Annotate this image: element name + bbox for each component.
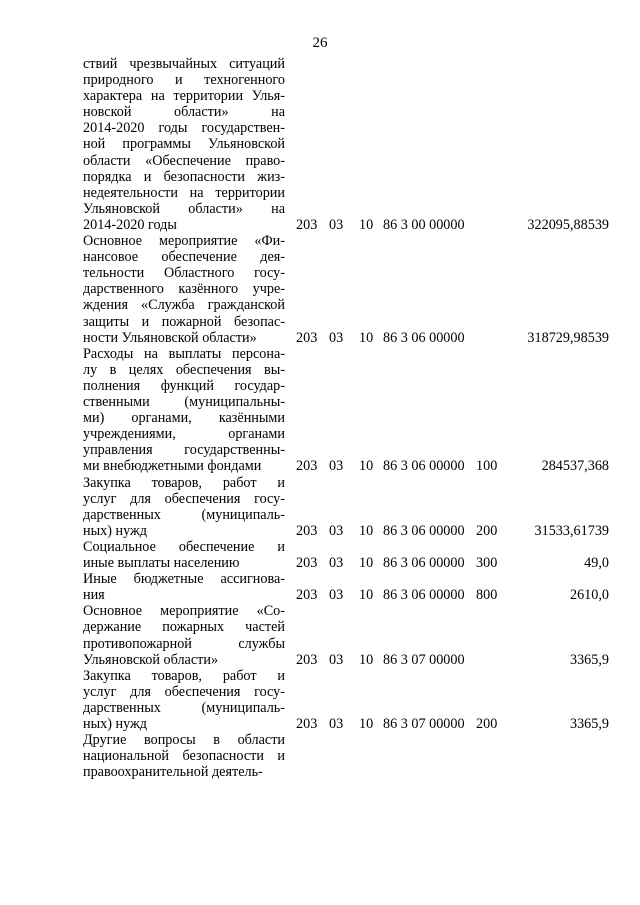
section-code: 03 <box>329 217 344 233</box>
description-line: Основное мероприятие «Фи- <box>83 233 285 250</box>
amount: 49,0 <box>584 555 609 572</box>
description-line: Ульяновской области» <box>83 651 219 668</box>
chapter-code: 203 <box>296 587 318 604</box>
amount: 3365,9 <box>569 651 609 668</box>
description-line: ности Ульяновской области» <box>83 329 257 346</box>
row-description <box>83 732 285 780</box>
expense-type-code: 100 <box>476 458 498 475</box>
target-article-code: 86 3 07 00000 <box>383 651 465 668</box>
description-line: области «Обеспечение право- <box>83 152 285 169</box>
expense-type-code: 300 <box>476 555 498 572</box>
target-article-code: 86 3 06 00000 <box>383 458 465 475</box>
subsection-code: 10 <box>359 716 374 733</box>
expense-type-code: 200 <box>476 522 498 539</box>
section-code: 03 <box>329 716 344 733</box>
description-line: порядка и безопасности жиз- <box>83 168 285 185</box>
subsection-code: 10 <box>359 651 374 668</box>
chapter-code: 203 <box>296 522 318 539</box>
amount: 322095,88539 <box>527 217 609 233</box>
target-article-code: 86 3 00 00000 <box>383 217 465 233</box>
description-line: нансовое обеспечение дея- <box>83 249 285 266</box>
row-description <box>83 56 285 233</box>
amount: 318729,98539 <box>527 329 609 346</box>
chapter-code: 203 <box>296 716 318 733</box>
description-line: тельности Областного госу- <box>83 265 285 282</box>
table-row <box>0 732 640 780</box>
table-row <box>0 571 640 603</box>
section-code: 03 <box>329 651 344 668</box>
expense-type-code: 200 <box>476 716 498 733</box>
description-line: ной программы Ульяновской <box>83 136 285 153</box>
description-line: ми внебюджетными фондами <box>83 458 262 475</box>
description-line: дарственного казённого учре- <box>83 281 285 298</box>
row-description <box>83 233 285 346</box>
description-line: 2014-2020 годы государствен- <box>83 120 285 137</box>
description-line: ми) органами, казёнными <box>83 410 285 427</box>
chapter-code: 203 <box>296 555 318 572</box>
description-line: ния <box>83 587 105 604</box>
table-row <box>0 56 640 233</box>
subsection-code: 10 <box>359 522 374 539</box>
description-line: управления государственны- <box>83 442 285 459</box>
description-line: ствий чрезвычайных ситуаций <box>83 56 285 72</box>
amount: 2610,0 <box>569 587 609 604</box>
amount: 31533,61739 <box>534 522 609 539</box>
description-line: 2014-2020 годы <box>83 216 177 233</box>
description-line: ждения «Служба гражданской <box>83 297 285 314</box>
description-line: Другие вопросы в области <box>83 732 285 749</box>
description-line: Закупка товаров, работ и <box>83 474 285 491</box>
target-article-code: 86 3 06 00000 <box>383 329 465 346</box>
chapter-code: 203 <box>296 329 318 346</box>
subsection-code: 10 <box>359 458 374 475</box>
row-description <box>83 346 285 475</box>
subsection-code: 10 <box>359 217 374 233</box>
description-line: услуг для обеспечения госу- <box>83 683 285 700</box>
table-row <box>0 233 640 346</box>
row-description <box>83 539 285 571</box>
description-line: ных) нужд <box>83 522 148 539</box>
description-line: природного и техногенного <box>83 72 285 89</box>
table-row <box>0 668 640 732</box>
description-line: защиты и пожарной безопас- <box>83 313 285 330</box>
description-line: Основное мероприятие «Со- <box>83 603 285 620</box>
chapter-code: 203 <box>296 217 318 233</box>
description-line: учреждениями, органами <box>83 426 285 443</box>
table-row <box>0 539 640 571</box>
page-number: 26 <box>312 35 328 51</box>
target-article-code: 86 3 06 00000 <box>383 587 465 604</box>
description-line: национальной безопасности и <box>83 748 285 765</box>
description-line: держание пожарных частей <box>83 619 285 636</box>
section-code: 03 <box>329 329 344 346</box>
description-line: правоохранительной деятель- <box>83 764 263 781</box>
description-line: услуг для обеспечения госу- <box>83 490 285 507</box>
target-article-code: 86 3 07 00000 <box>383 716 465 733</box>
expense-type-code: 800 <box>476 587 498 604</box>
row-description <box>83 571 285 603</box>
table-row <box>0 346 640 475</box>
description-line: Ульяновской области» на <box>83 200 285 217</box>
description-line: противопожарной службы <box>83 635 285 652</box>
description-line: ных) нужд <box>83 716 148 733</box>
section-code: 03 <box>329 522 344 539</box>
subsection-code: 10 <box>359 587 374 604</box>
row-description <box>83 603 285 667</box>
section-code: 03 <box>329 587 344 604</box>
description-line: дарственных (муниципаль- <box>83 506 285 523</box>
table-row <box>0 475 640 539</box>
chapter-code: 203 <box>296 458 318 475</box>
description-line: Иные бюджетные ассигнова- <box>83 571 285 588</box>
description-line: Расходы на выплаты персона- <box>83 345 285 362</box>
description-line: новской области» на <box>83 104 285 121</box>
target-article-code: 86 3 06 00000 <box>383 555 465 572</box>
description-line: Социальное обеспечение и <box>83 539 285 555</box>
target-article-code: 86 3 06 00000 <box>383 522 465 539</box>
table-row <box>0 603 640 667</box>
amount: 3365,9 <box>569 716 609 733</box>
description-line: лу в целях обеспечения вы- <box>83 361 285 378</box>
description-line: недеятельности на территории <box>83 184 285 201</box>
subsection-code: 10 <box>359 329 374 346</box>
amount: 284537,368 <box>541 458 609 475</box>
description-line: иные выплаты населению <box>83 555 240 572</box>
description-line: ственными (муниципальны- <box>83 394 285 411</box>
section-code: 03 <box>329 555 344 572</box>
chapter-code: 203 <box>296 651 318 668</box>
description-line: Закупка товаров, работ и <box>83 667 285 684</box>
description-line: дарственных (муниципаль- <box>83 699 285 716</box>
description-line: характера на территории Улья- <box>83 88 285 105</box>
description-line: полнения функций государ- <box>83 377 285 394</box>
row-description <box>83 475 285 539</box>
subsection-code: 10 <box>359 555 374 572</box>
row-description <box>83 668 285 732</box>
section-code: 03 <box>329 458 344 475</box>
